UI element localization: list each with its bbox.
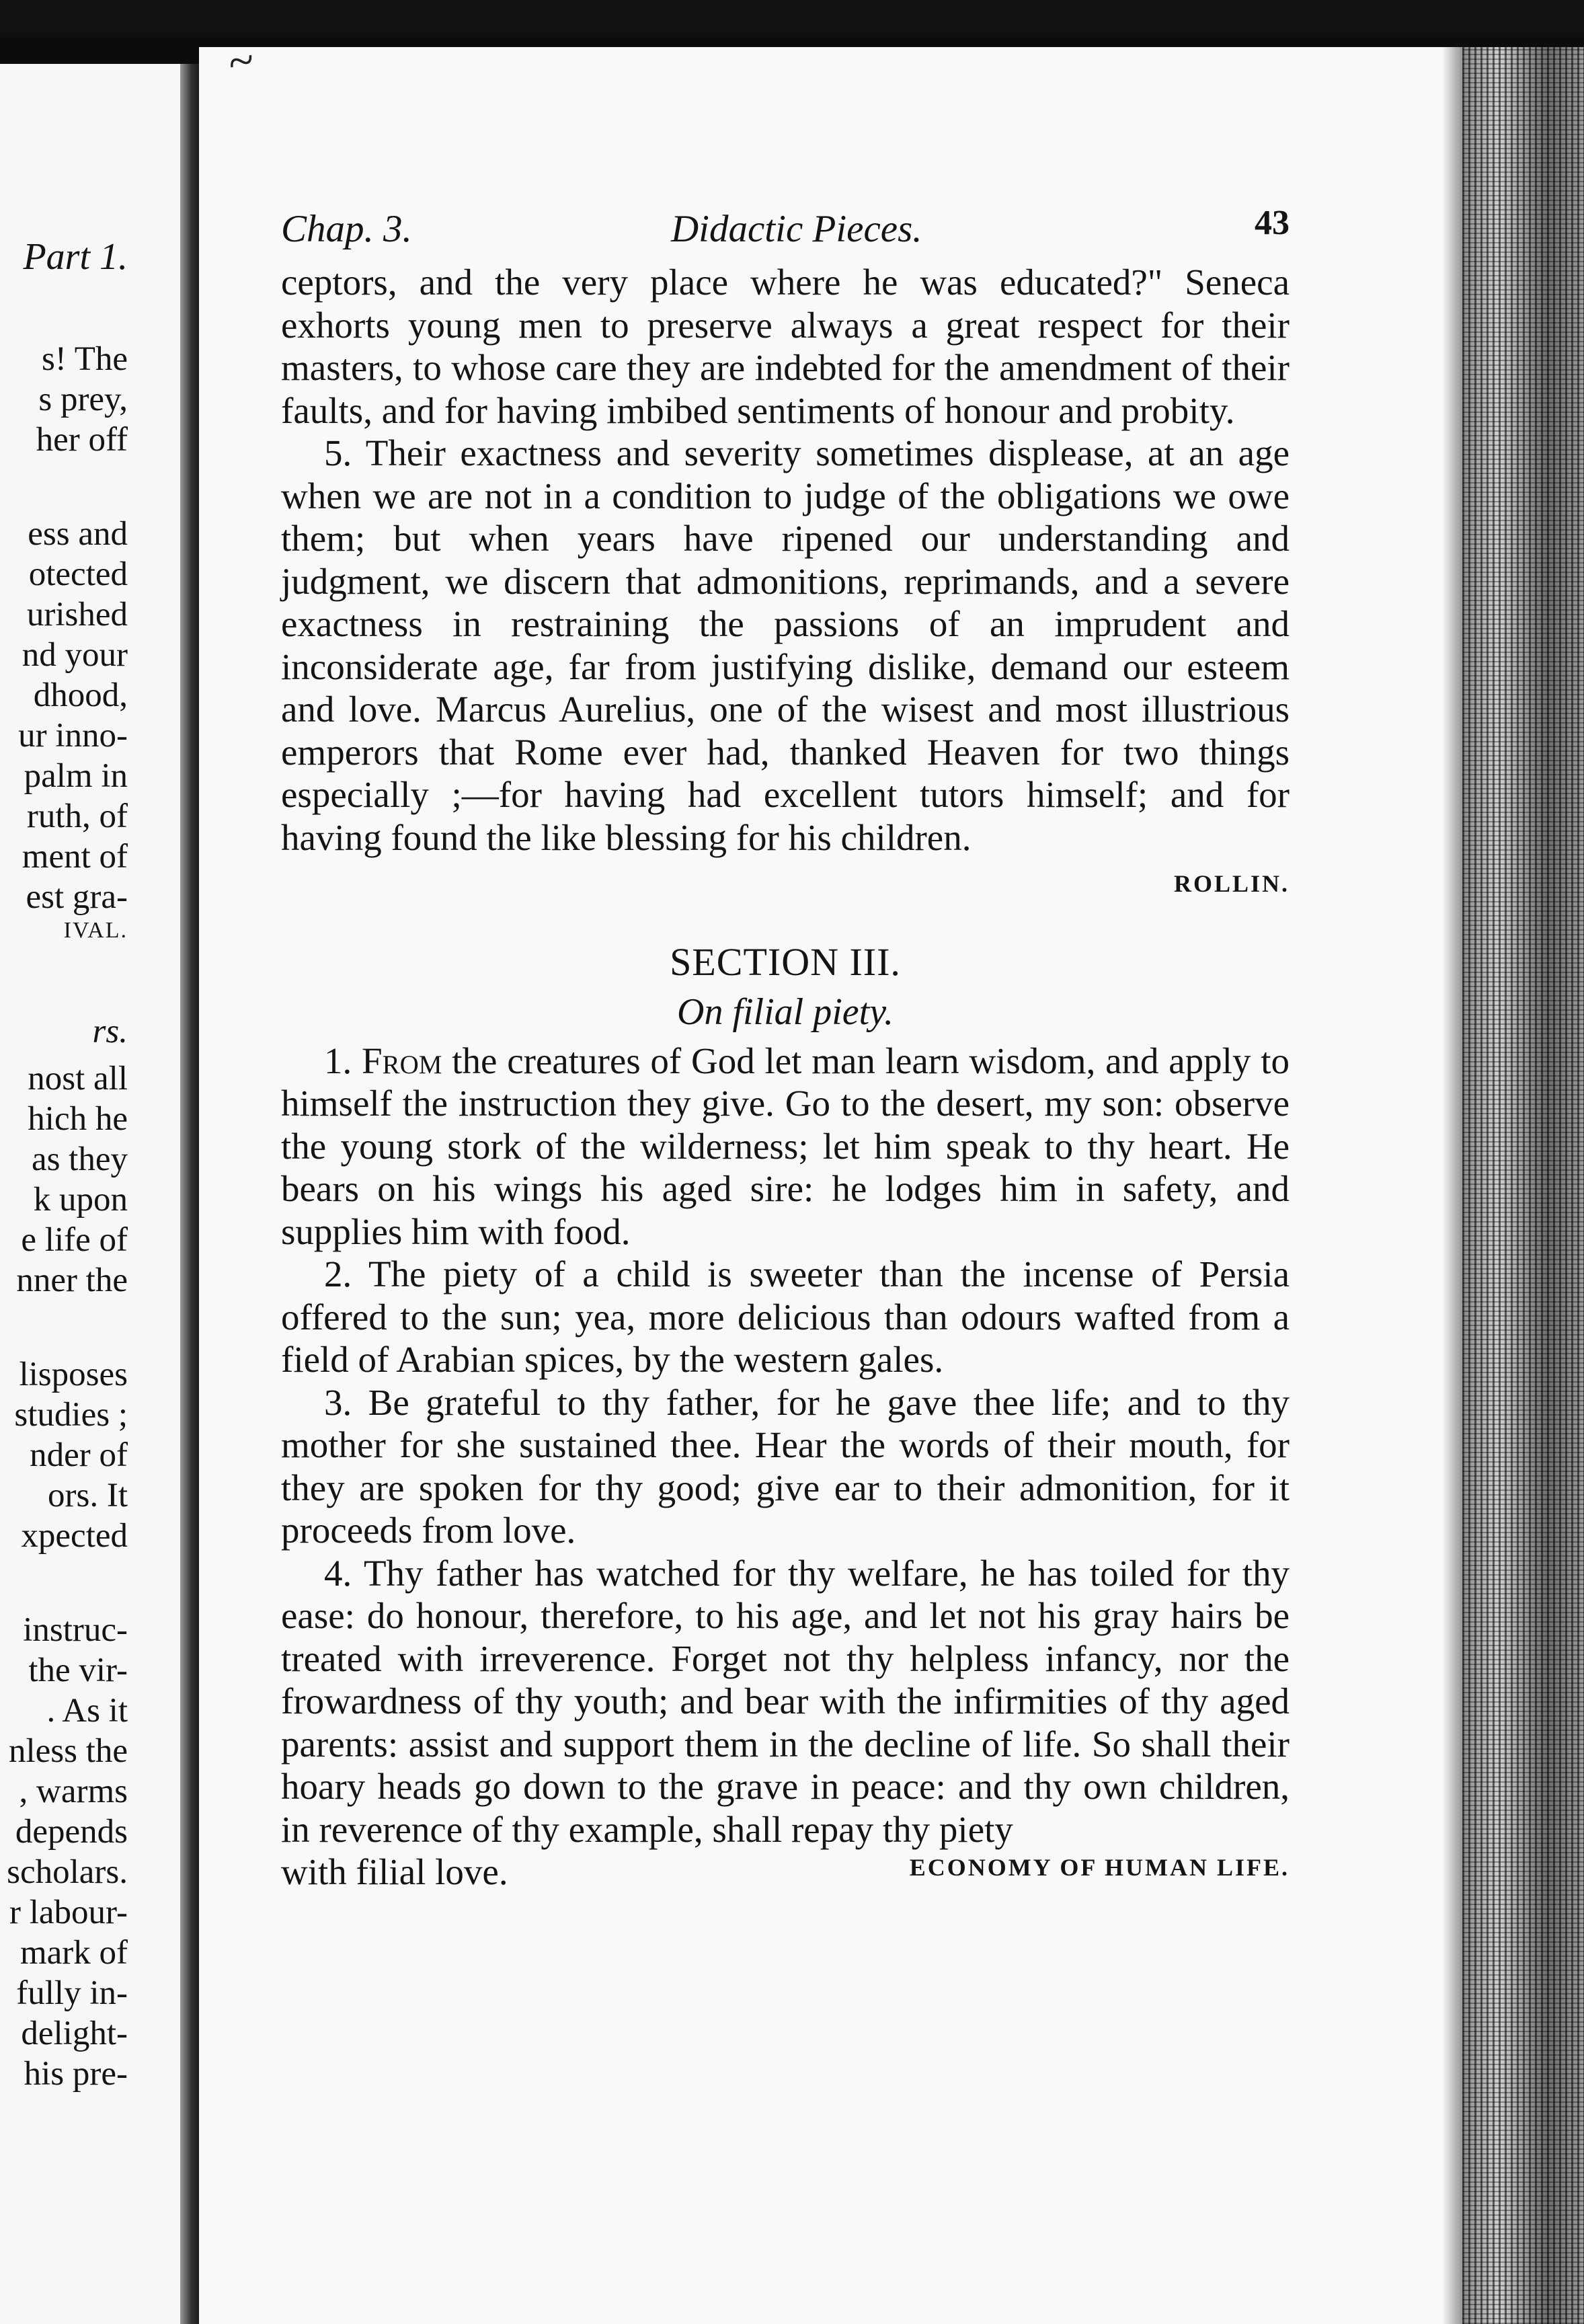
left-page-line: mark of (19, 1934, 128, 1972)
left-page-line: r labour- (9, 1894, 128, 1931)
corner-pencil-mark: ~ (223, 33, 260, 90)
left-page-line: nd your (22, 636, 128, 674)
continued-paragraph: ceptors, and the very place where he was educated?" Seneca exhorts young men to preserve always a great respect for their masters, to whose care they are indebted for the amendment of their faults, and for having imbibed sentiments of honour and probity. (281, 262, 1290, 431)
left-page-line: instruc- (23, 1611, 128, 1649)
left-page-line: , warms (19, 1773, 128, 1810)
left-page-line: delight- (21, 2015, 128, 2052)
section-paragraph-4: 4. Thy father has watched for thy welfare, he has toiled for thy ease: do honour, therefore, to his age, and let not his gray hairs be treated with irreverence. Forget not thy helpless infancy, nor the frowardness of thy youth; and bear with the infirmities of thy aged parents: assist and support them in the decline of life. So shall their hoary heads go down to the grave in peace: and thy own children, in reverence of thy example, shall repay thy piety (281, 1552, 1290, 1850)
left-page-line: e life of (21, 1221, 128, 1259)
left-page-line: nost all (28, 1060, 128, 1097)
final-line-text: with filial love. (281, 1851, 508, 1892)
section-subheading: On filial piety. (677, 991, 894, 1033)
left-page-line: the vir- (28, 1652, 128, 1689)
left-page-line: ors. It (48, 1477, 128, 1514)
left-page-header: Part 1. (23, 236, 128, 278)
left-page-line: ur inno- (18, 717, 128, 754)
page-number: 43 (1255, 204, 1290, 242)
left-page-line: scholars. (7, 1853, 128, 1891)
attribution-rollin: ROLLIN. (1173, 870, 1290, 897)
left-page-line: IVAL. (63, 918, 128, 943)
left-page-line: nless the (8, 1732, 128, 1770)
page-edge-shadow (1442, 47, 1465, 2324)
left-page-line: her off (36, 421, 128, 459)
left-page-line: nder of (30, 1436, 128, 1474)
left-page-line: fully in- (16, 1974, 128, 2012)
book-gutter (180, 64, 199, 2324)
section-heading: SECTION III. (670, 939, 901, 984)
left-page-line: . As it (46, 1692, 128, 1730)
running-title: Didactic Pieces. (671, 208, 922, 250)
left-page-line: ment of (22, 838, 128, 876)
paragraph-5: 5. Their exactness and severity sometimes displease, at an age when we are not in a condition to judge of the obligations we owe them; but when years have ripened our understanding and judgment, we discern that admonitions, reprimands, and a severe exactness in restraining the passions of an imprudent and inconsiderate age, far from justifying dislike, demand our esteem and love. Marcus Aurelius, one of the wisest and most illustrious emperors that Rome ever had, thanked Heaven for two things especially ;—for having had excellent tutors himself; and for having found the like blessing for his children. (281, 432, 1290, 858)
left-page-line: rs. (92, 1013, 128, 1050)
section-paragraph-1 (281, 1040, 1290, 1253)
section-paragraph-3: 3. Be grateful to thy father, for he gave thee life; and to thy mother for she sustained thee. Hear the words of their mouth, for they are spoken for thy good; give ear to their admonition, for it proceeds from love. (281, 1381, 1290, 1551)
left-page-line: lisposes (19, 1356, 128, 1393)
left-page (0, 64, 180, 2324)
left-page-line: ess and (28, 515, 128, 553)
left-page-line: s prey, (38, 381, 128, 418)
left-page-line: urished (26, 596, 128, 633)
left-page-line: est gra- (26, 878, 128, 916)
left-page-line: s! The (42, 340, 128, 378)
left-page-line: depends (15, 1813, 128, 1851)
left-page-line: k upon (33, 1181, 128, 1218)
left-page-line: hich he (28, 1100, 128, 1138)
paragraph-1-text: the creatures of God let man learn wisdom, and apply to himself the instruction they give. Go to the desert, my son: observe the young stork of the wilderness; let him speak to thy heart. He bears on his wings his aged sire: he lodges him in safety, and supplies him with food. (281, 1040, 1290, 1252)
left-page-line: studies ; (14, 1396, 128, 1434)
left-page-line: his pre- (24, 2055, 128, 2093)
section-paragraph-2: 2. The piety of a child is sweeter than the incense of Persia offered to the sun; yea, more delicious than odours wafted from a field of Arabian spices, by the western gales. (281, 1253, 1290, 1380)
page-fore-edge (1462, 47, 1584, 2324)
final-line (281, 1851, 1290, 1894)
left-page-line: nner the (16, 1262, 128, 1299)
left-page-line: xpected (21, 1517, 128, 1555)
left-page-line: as they (31, 1140, 128, 1178)
left-page-line: dhood, (33, 676, 128, 714)
left-page-line: otected (28, 555, 128, 593)
page-body (281, 261, 1290, 1894)
attribution-economy: ECONOMY OF HUMAN LIFE. (909, 1854, 1290, 1881)
left-page-line: palm in (24, 757, 128, 795)
chapter-label: Chap. 3. (281, 208, 412, 250)
running-head (281, 204, 1290, 254)
paragraph-1-lead: 1. From (324, 1040, 442, 1081)
left-page-line: ruth, of (26, 798, 128, 835)
